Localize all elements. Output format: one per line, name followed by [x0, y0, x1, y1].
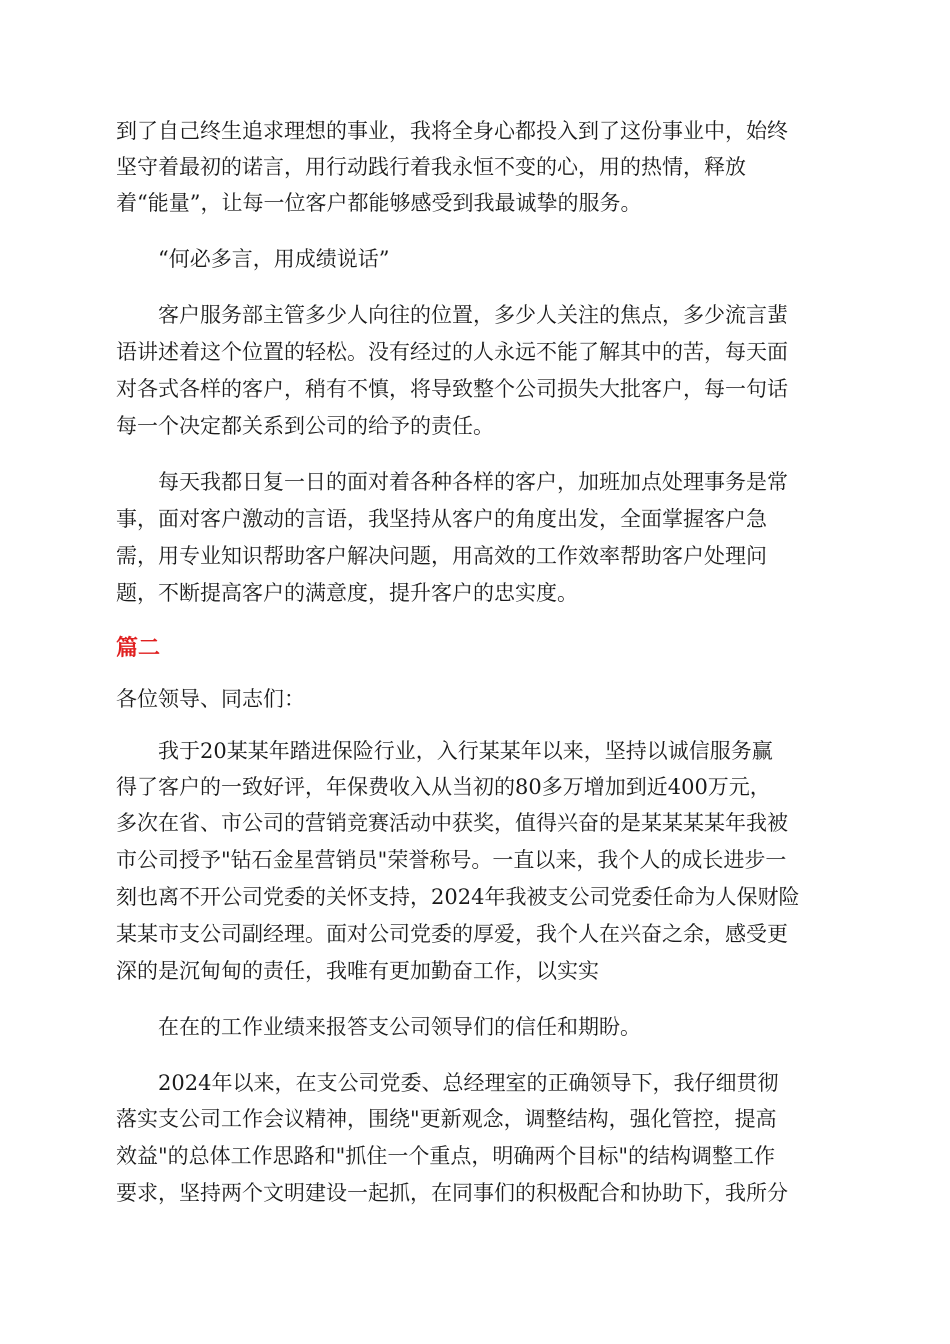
- paragraph-line: 效益"的总体工作思路和"抓住一个重点，明确两个目标"的结构调整工作: [116, 1144, 775, 1168]
- paragraph-line: 2024年以来，在支公司党委、总经理室的正确领导下，我仔细贯彻: [158, 1071, 779, 1095]
- paragraph-line: 某某市支公司副经理。面对公司党委的厚爱，我个人在兴奋之余，感受更: [116, 922, 788, 946]
- paragraph-line: 着“能量”，让每一位客户都能够感受到我最诚挚的服务。: [116, 191, 642, 215]
- quote-line: “何必多言，用成绩说话”: [158, 247, 390, 271]
- paragraph-line: 客户服务部主管多少人向往的位置，多少人关注的焦点，多少流言蜚: [158, 303, 788, 327]
- paragraph-line: 到了自己终生追求理想的事业，我将全身心都投入到了这份事业中，始终: [116, 119, 788, 143]
- paragraph-line: 多次在省、市公司的营销竞赛活动中获奖，值得兴奋的是某某某某年我被: [116, 811, 788, 835]
- paragraph-line: 题，不断提高客户的满意度，提升客户的忠实度。: [116, 581, 578, 605]
- paragraph-line: 落实支公司工作会议精神，围绕"更新观念，调整结构，强化管控，提高: [116, 1107, 777, 1131]
- paragraph-line: 对各式各样的客户，稍有不慎，将导致整个公司损失大批客户，每一句话: [116, 377, 788, 401]
- paragraph-line: 每天我都日复一日的面对着各种各样的客户，加班加点处理事务是常: [158, 470, 788, 494]
- paragraph-line: 坚守着最初的诺言，用行动践行着我永恒不变的心，用的热情，释放: [116, 155, 746, 179]
- paragraph-line: 要求，坚持两个文明建设一起抓，在同事们的积极配合和协助下，我所分: [116, 1181, 788, 1205]
- paragraph-line: 得了客户的一致好评，年保费收入从当初的80多万增加到近400万元，: [116, 775, 771, 799]
- paragraph-line: 事，面对客户激动的言语，我坚持从客户的角度出发，全面掌握客户急: [116, 507, 767, 531]
- paragraph-line: 我于20某某年踏进保险行业，入行某某年以来，坚持以诚信服务赢: [158, 739, 773, 763]
- paragraph-line: 深的是沉甸甸的责任，我唯有更加勤奋工作，以实实: [116, 959, 599, 983]
- paragraph-line: 每一个决定都关系到公司的给予的责任。: [116, 414, 494, 438]
- paragraph-line: 刻也离不开公司党委的关怀支持，2024年我被支公司党委任命为人保财险: [116, 885, 800, 909]
- paragraph-line: 在在的工作业绩来报答支公司领导们的信任和期盼。: [158, 1015, 641, 1039]
- paragraph-line: 语讲述着这个位置的轻松。没有经过的人永远不能了解其中的苦，每天面: [116, 340, 788, 364]
- greeting-line: 各位领导、同志们：: [116, 687, 305, 711]
- paragraph-line: 需，用专业知识帮助客户解决问题，用高效的工作效率帮助客户处理问: [116, 544, 767, 568]
- section-heading: 篇二: [116, 636, 161, 661]
- paragraph-line: 市公司授予"钻石金星营销员"荣誉称号。一直以来，我个人的成长进步一: [116, 848, 787, 872]
